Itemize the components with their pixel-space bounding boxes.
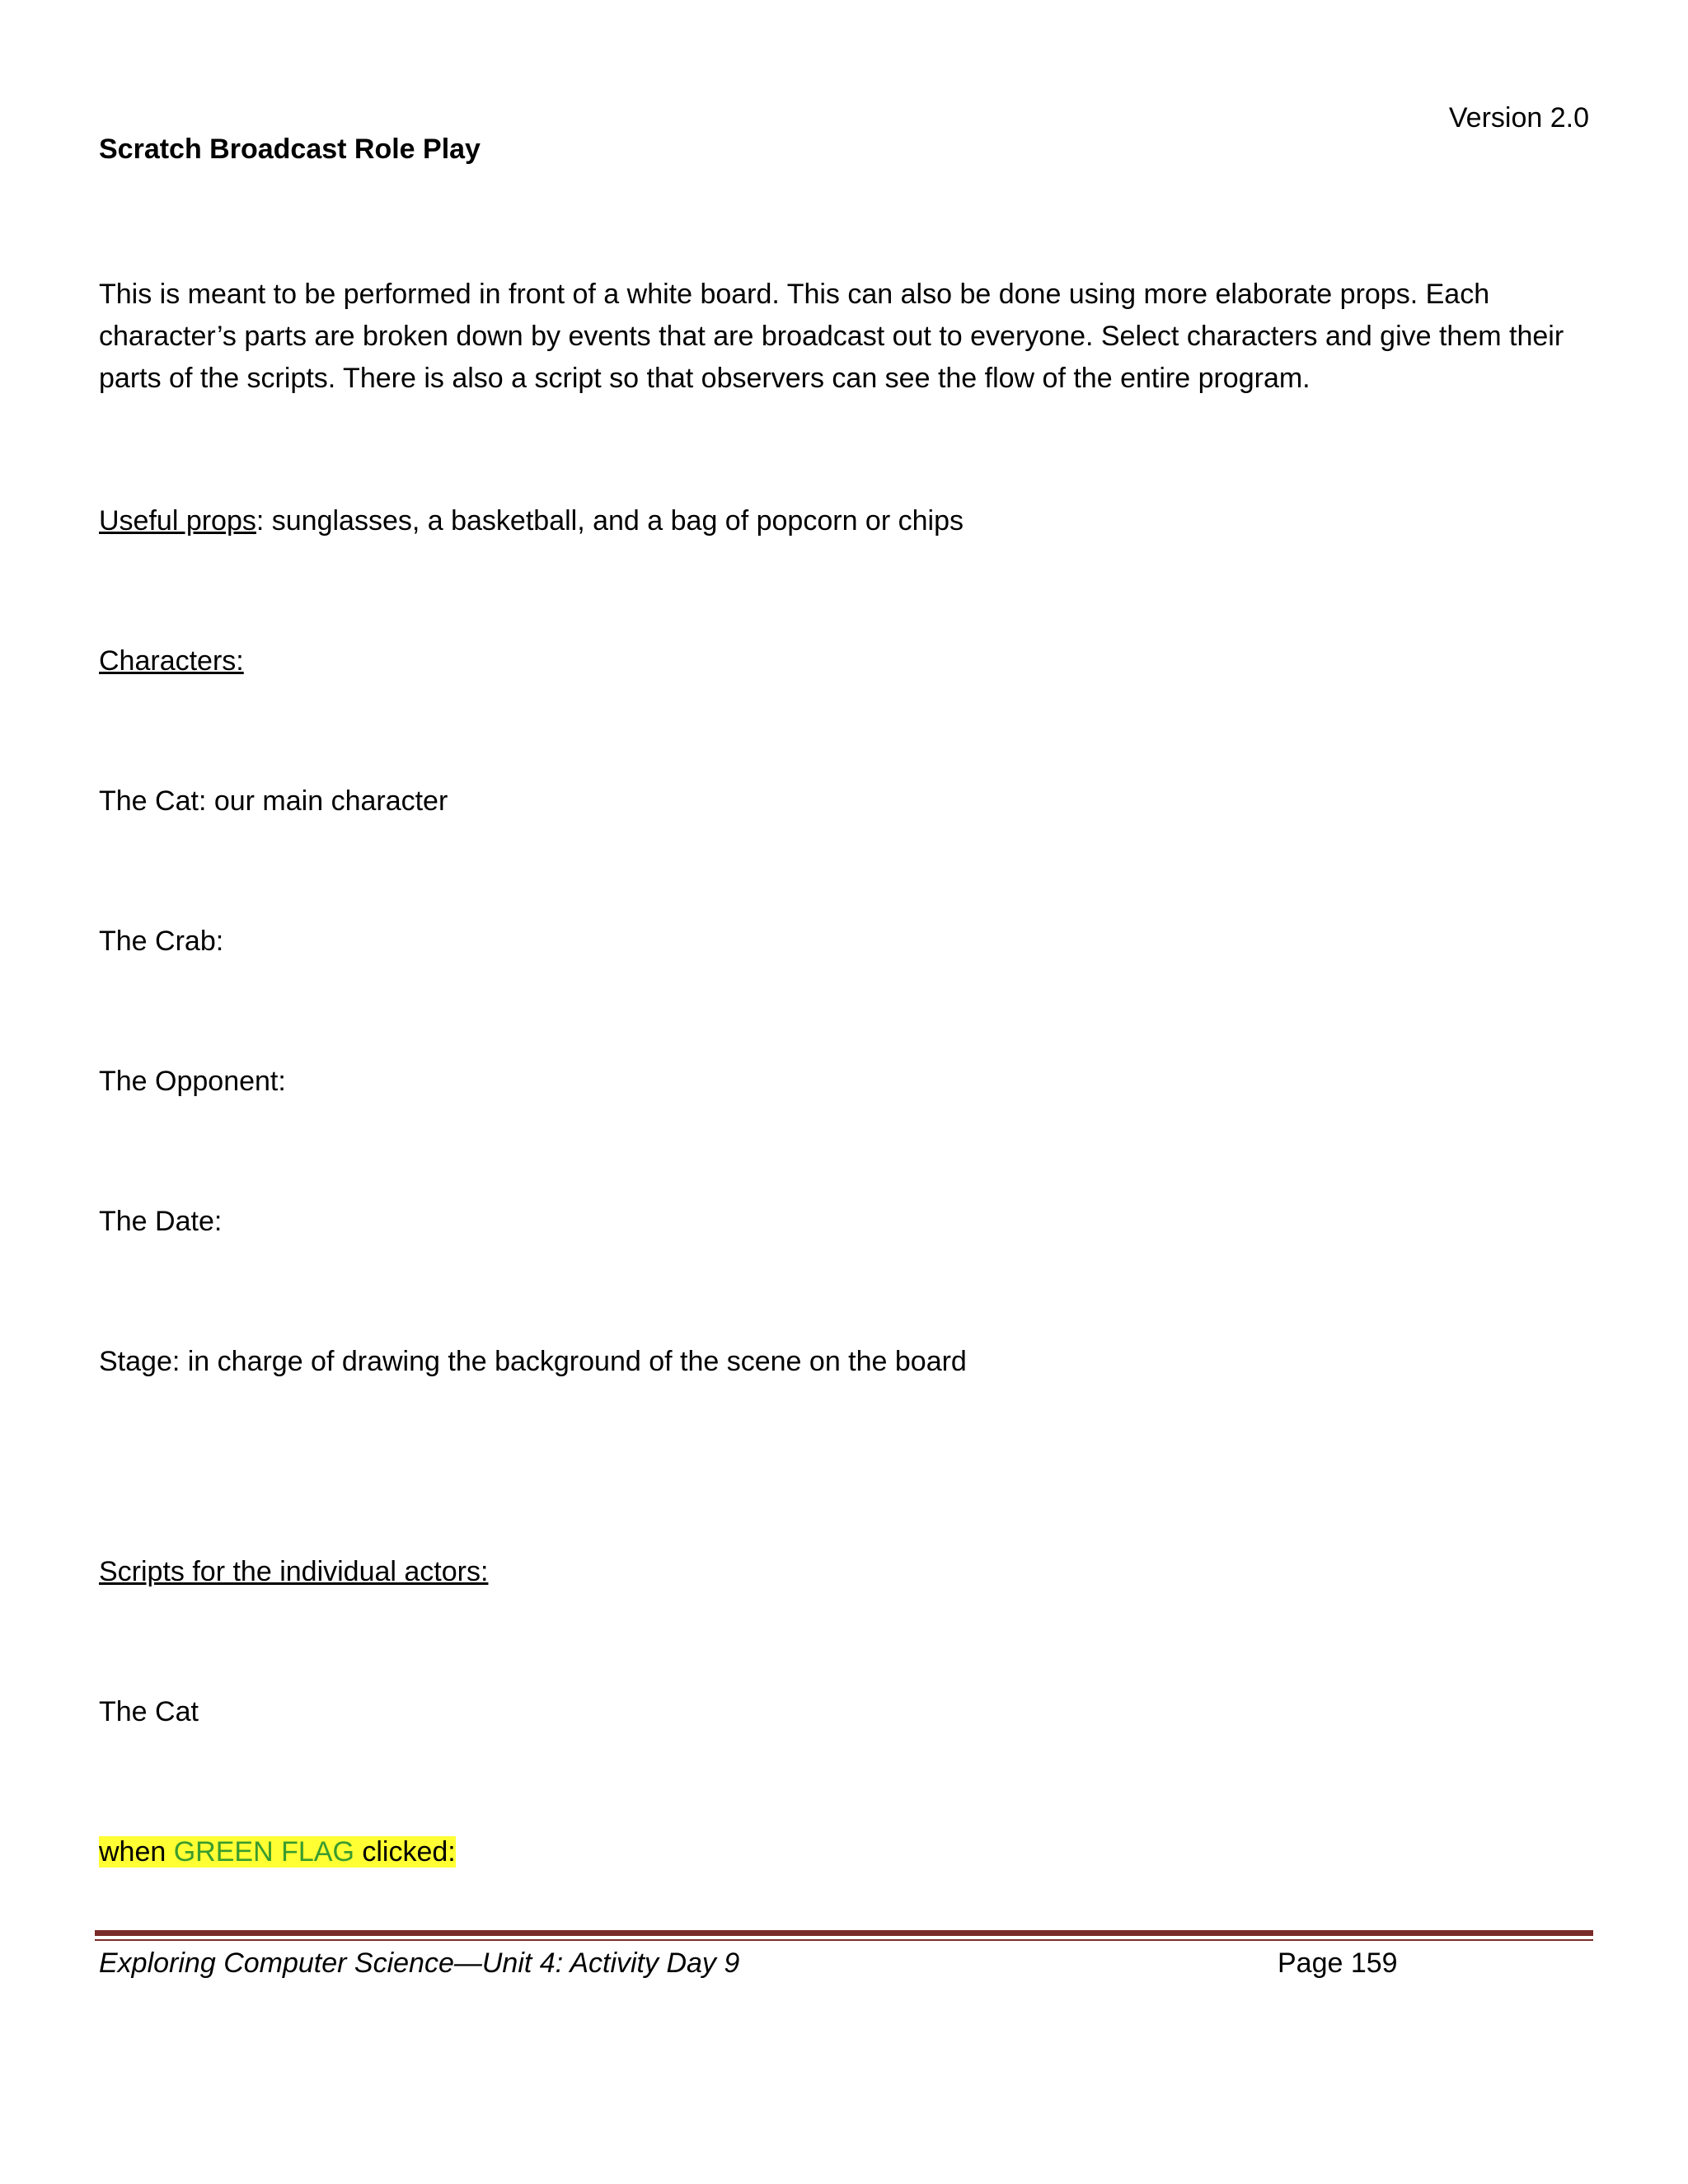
character-cat: The Cat: our main character xyxy=(99,785,448,817)
footer-page-number: Page 159 xyxy=(1278,1947,1398,1979)
character-date: The Date: xyxy=(99,1206,223,1237)
document-title: Scratch Broadcast Role Play xyxy=(99,134,481,165)
intro-line: This is meant to be performed in front of a white board. This can also be done using more elaborate props. Each xyxy=(99,279,1490,310)
green-flag-text: GREEN FLAG xyxy=(173,1836,354,1868)
script-actor-cat: The Cat xyxy=(99,1696,199,1727)
props-label: Useful props xyxy=(99,505,256,537)
footer-divider-thin xyxy=(95,1939,1593,1941)
characters-heading: Characters: xyxy=(99,645,244,677)
intro-line: character’s parts are broken down by events that are broadcast out to everyone. Select characters and give them their xyxy=(99,321,1564,352)
event-highlight xyxy=(99,1836,456,1868)
script-event-green-flag xyxy=(99,1831,456,1873)
event-when: when xyxy=(99,1836,174,1868)
footer-course-title: Exploring Computer Science—Unit 4: Activity Day 9 xyxy=(99,1947,740,1979)
event-clicked: clicked: xyxy=(354,1836,456,1868)
version-label: Version 2.0 xyxy=(1448,102,1589,134)
character-crab: The Crab: xyxy=(99,926,224,957)
intro-paragraph xyxy=(99,274,1599,400)
intro-line: parts of the scripts. There is also a script so that observers can see the flow of the entire program. xyxy=(99,363,1311,394)
props-text: : sunglasses, a basketball, and a bag of popcorn or chips xyxy=(256,505,964,537)
footer-divider xyxy=(95,1930,1593,1936)
character-stage: Stage: in charge of drawing the background of the scene on the board xyxy=(99,1346,967,1377)
scripts-heading: Scripts for the individual actors: xyxy=(99,1556,489,1587)
props-line xyxy=(99,500,964,542)
character-opponent: The Opponent: xyxy=(99,1066,286,1097)
